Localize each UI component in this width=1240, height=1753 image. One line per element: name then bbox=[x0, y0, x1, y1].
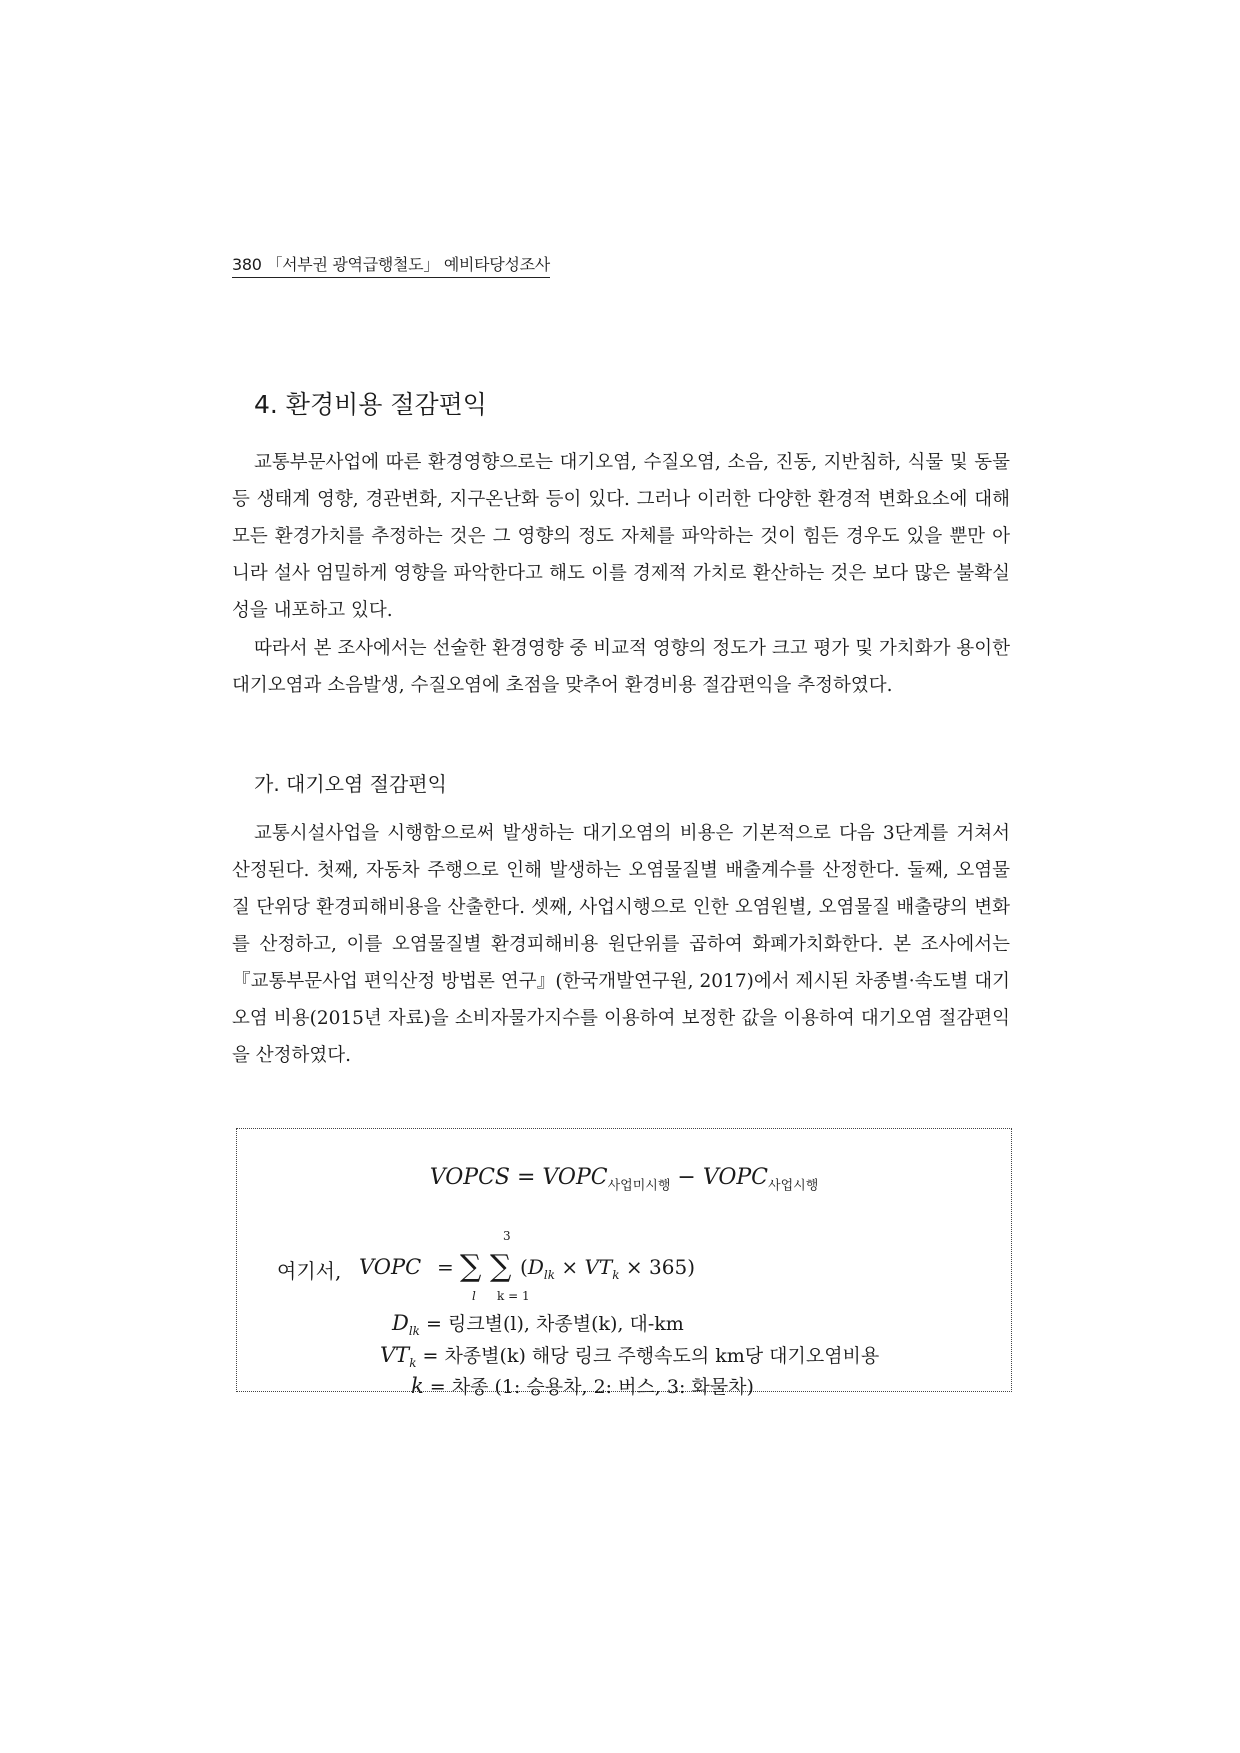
vopc-symbol: VOPC bbox=[359, 1255, 422, 1279]
formula-minus: − bbox=[677, 1165, 696, 1190]
report-title: 「서부권 광역급행철도」 예비타당성조사 bbox=[266, 255, 550, 274]
formula-sub-with: 사업시행 bbox=[768, 1178, 819, 1194]
main-equation bbox=[237, 1165, 1011, 1193]
formula-equals: = bbox=[516, 1165, 536, 1190]
subsection-title: 가. 대기오염 절감편익 bbox=[254, 772, 447, 796]
body-paragraph: 교통부문사업에 따른 환경영향으로는 대기오염, 수질오염, 소음, 진동, 지반침하, 식물 및 동물 등 생태계 영향, 경관변화, 지구온난화 등이 있다. 그러나 이러한 다양한 환경적 변화요소에 대해 모든 환경가치를 추정하는 것은 그 영향의 정도 자체를 파악하는 것이 힘든 경우도 있을 뿐만 아니라 설사 엄밀하게 영향을 파악한다고 해도 이를 경제적 가치로 환산하는 것은 보다 많은 불확실성을 내포하고 있다. bbox=[232, 452, 1010, 621]
page-header bbox=[232, 252, 550, 278]
d-symbol: D bbox=[527, 1255, 544, 1279]
body-paragraph: 교통시설사업을 시행함으로써 발생하는 대기오염의 비용은 기본적으로 다음 3단계를 거쳐서 산정된다. 첫째, 자동차 주행으로 인해 발생하는 오염물질별 배출계수를 산정한다. 둘째, 오염물질 단위당 환경피해비용을 산출한다. 셋째, 사업시행으로 인한 오염원별, 오염물질 배출량의 변화를 산정하고, 이를 오염물질별 환경피해비용 원단위를 곱하여 화폐가치화한다. 본 조사에서는『교통부문사업 편익산정 방법론 연구』(한국개발연구원, 2017)에서 제시된 차종별·속도별 대기오염 비용(2015년 자료)을 소비자물가지수를 이용하여 보정한 값을 이용하여 대기오염 절감편익을 산정하였다. bbox=[232, 823, 1010, 1066]
where-label: 여기서, bbox=[277, 1259, 342, 1283]
definition-k bbox=[411, 1372, 754, 1399]
def-d-subscript: lk bbox=[408, 1323, 420, 1338]
const-365: 365 bbox=[649, 1255, 688, 1279]
sum-upper-limit: 3 bbox=[503, 1229, 511, 1243]
def-vt-subscript: k bbox=[409, 1355, 417, 1370]
vt-subscript: k bbox=[612, 1268, 620, 1282]
definition-d bbox=[392, 1309, 684, 1338]
formula-sub-without: 사업미시행 bbox=[607, 1178, 671, 1194]
equals-sign: = bbox=[437, 1255, 454, 1279]
d-subscript: lk bbox=[543, 1268, 555, 1282]
def-k-desc: = 차종 (1: 승용차, 2: 버스, 3: 화물차) bbox=[429, 1376, 754, 1398]
sigma-icon: ∑ bbox=[490, 1249, 512, 1284]
formula-term: VOPC bbox=[702, 1165, 769, 1190]
page-number: 380 bbox=[232, 255, 262, 274]
vt-symbol: VT bbox=[584, 1255, 613, 1279]
formula-lhs: VOPCS bbox=[429, 1165, 510, 1190]
section-title: 4. 환경비용 절감편익 bbox=[254, 390, 487, 419]
body-paragraph: 따라서 본 조사에서는 선술한 환경영향 중 비교적 영향의 정도가 크고 평가 및 가치화가 용이한 대기오염과 소음발생, 수질오염에 초점을 맞추어 환경비용 절감편익을 추정하였다. bbox=[232, 638, 1010, 696]
def-d-desc: = 링크별(l), 차종별(k), 대-km bbox=[426, 1313, 684, 1335]
sigma-icon: ∑ bbox=[460, 1249, 482, 1284]
sum-body: $(D_{lk} \times VT_k \times 365)$ bbox=[520, 1255, 696, 1282]
def-vt-desc: = 차종별(k) 해당 링크 주행속도의 km당 대기오염비용 bbox=[422, 1345, 880, 1367]
where-equation bbox=[277, 1229, 877, 1303]
def-vt-symbol: VT bbox=[380, 1343, 410, 1367]
def-d-symbol: D bbox=[392, 1311, 409, 1335]
sum-lower-l: l bbox=[472, 1289, 476, 1303]
def-k-symbol: k bbox=[411, 1374, 424, 1398]
sum-lower-k: k = 1 bbox=[497, 1289, 530, 1303]
definition-vt bbox=[380, 1341, 879, 1370]
formula-box bbox=[236, 1128, 1012, 1398]
formula-term: VOPC bbox=[542, 1165, 608, 1190]
